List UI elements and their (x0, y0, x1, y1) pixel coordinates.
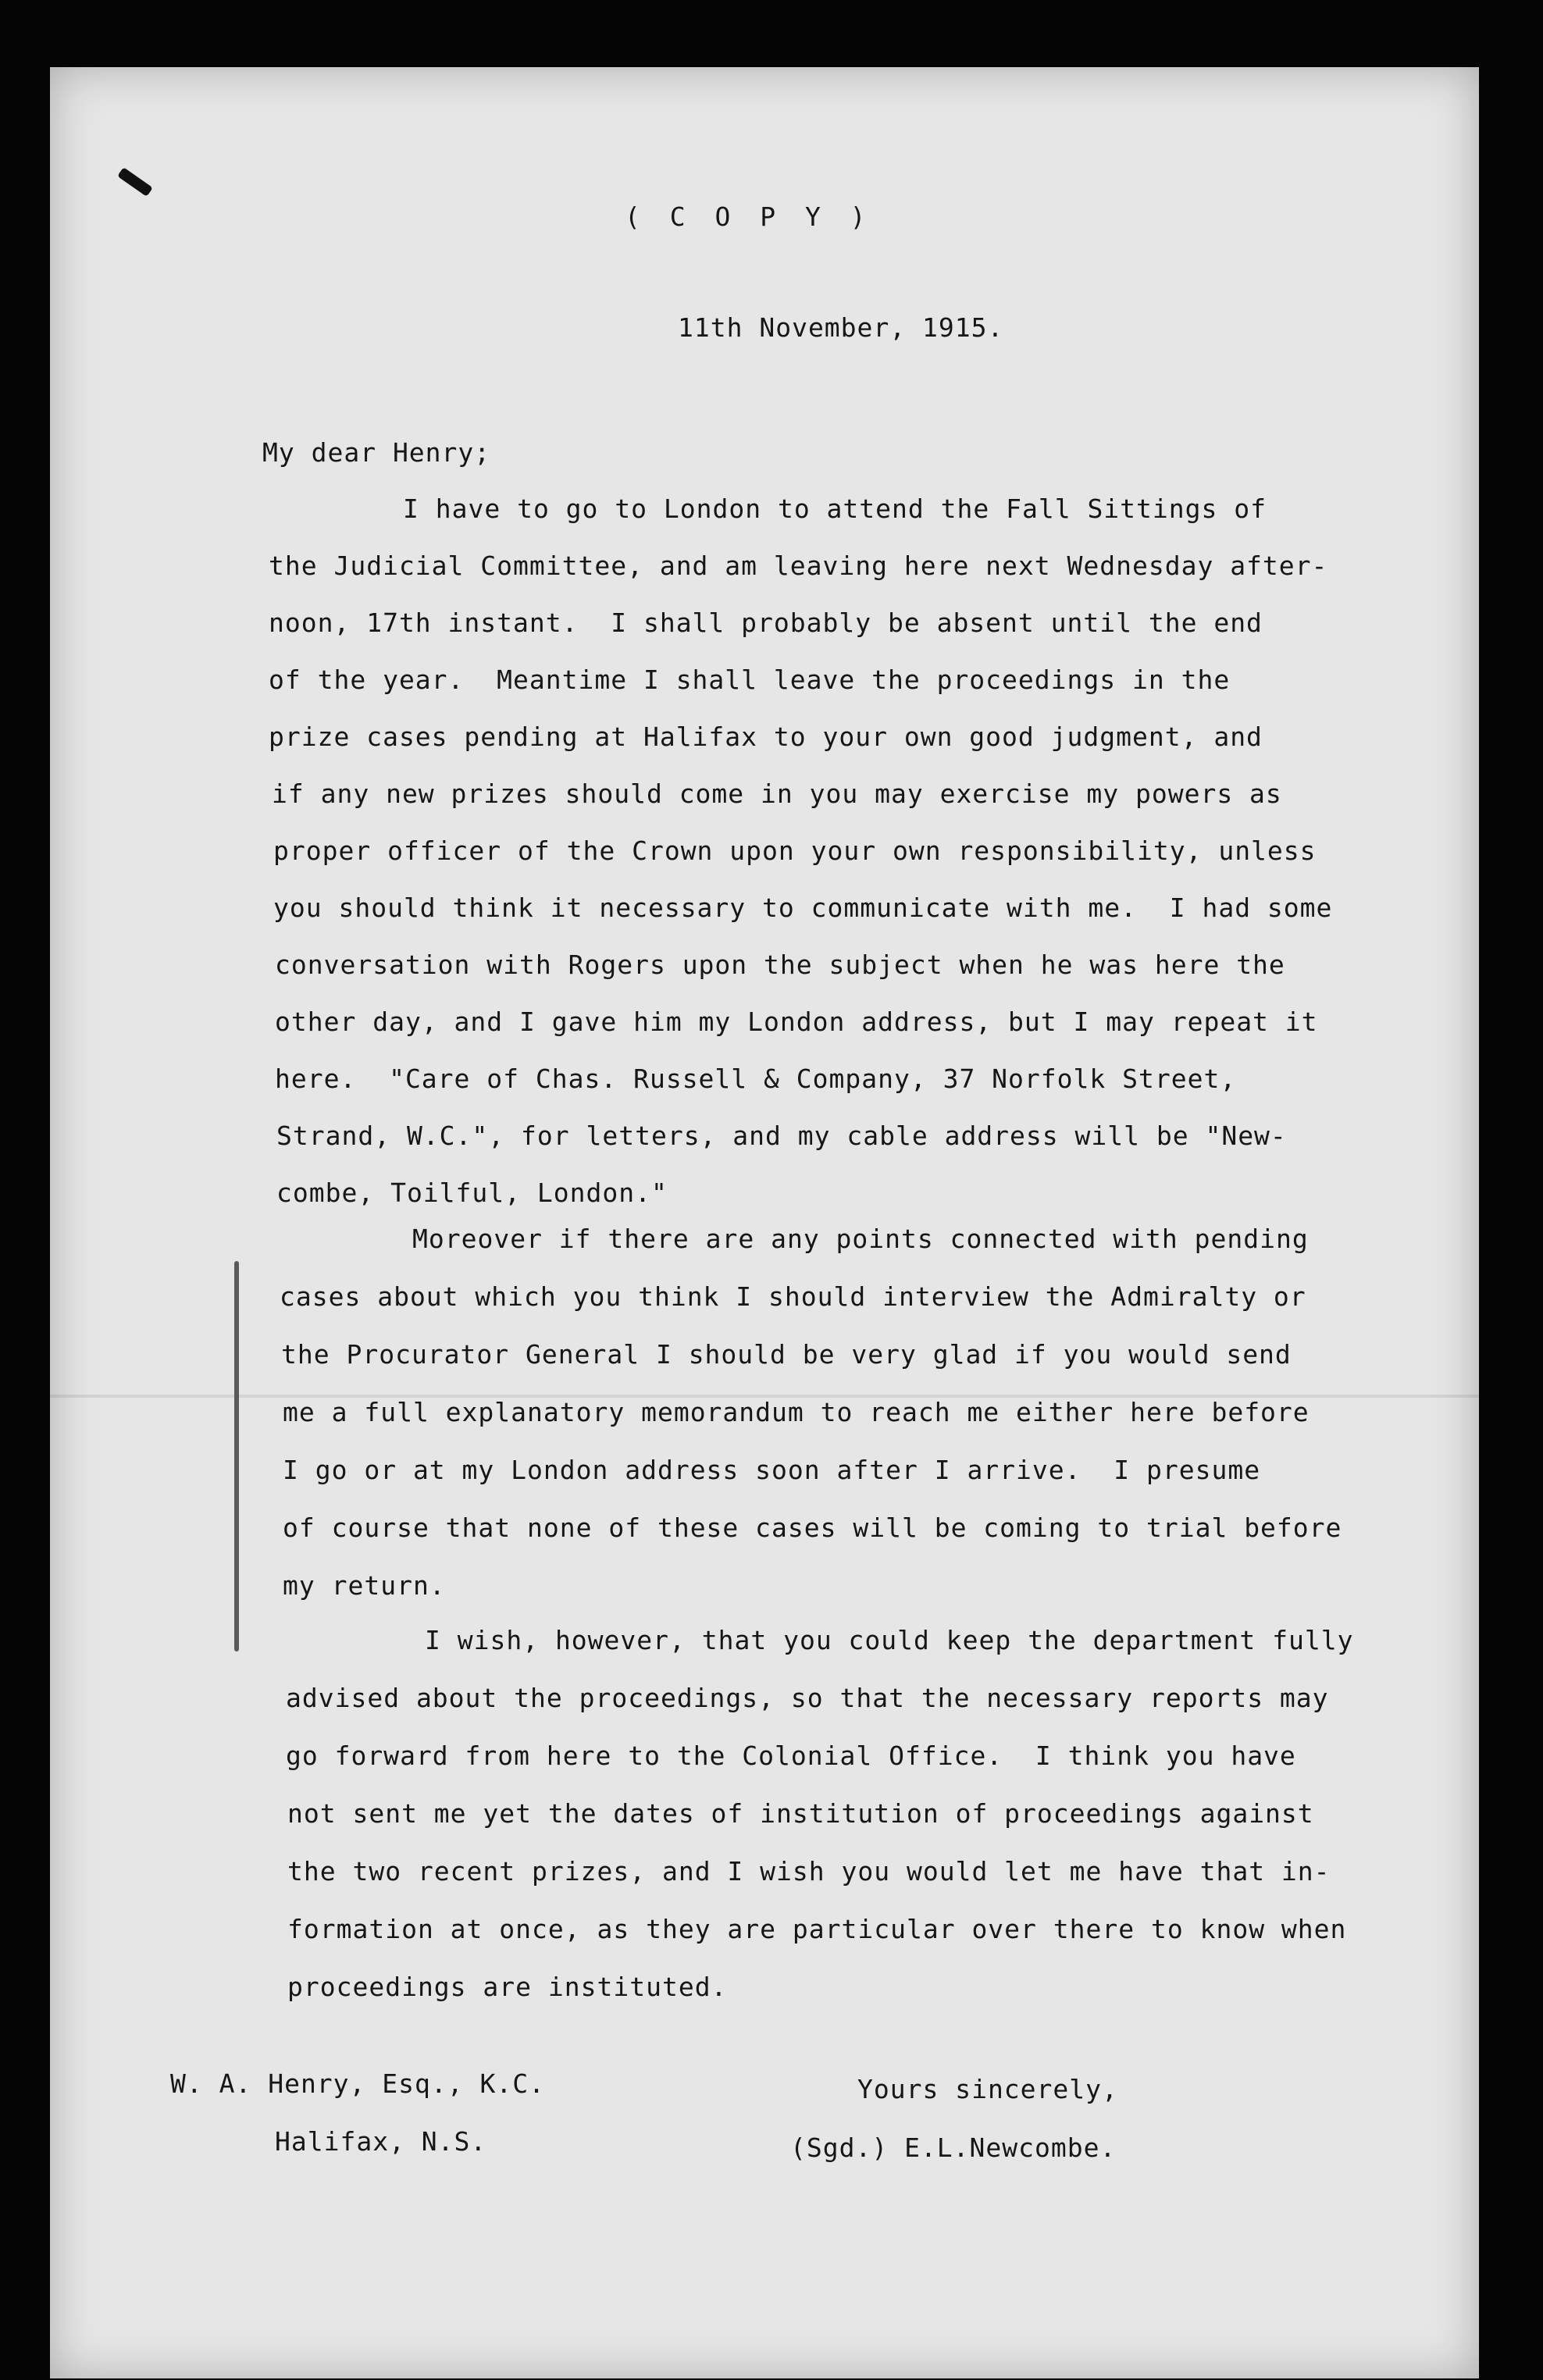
paragraph-1-line: proper officer of the Crown upon your own responsibility, unless (273, 835, 1317, 866)
addressee-place: Halifax, N.S. (275, 2126, 487, 2157)
paragraph-3-line: go forward from here to the Colonial Office. I think you have (286, 1740, 1296, 1771)
paragraph-2-line: I go or at my London address soon after I arrive. I presume (283, 1455, 1261, 1485)
paragraph-3-line: not sent me yet the dates of institution of proceedings against (287, 1798, 1314, 1829)
paragraph-1-line: here. "Care of Chas. Russell & Company, 37 Norfolk Street, (275, 1064, 1237, 1094)
paragraph-1-line: the Judicial Committee, and am leaving here next Wednesday after- (269, 550, 1328, 581)
paragraph-3-line: advised about the proceedings, so that the necessary reports may (286, 1683, 1329, 1713)
paragraph-3-line: I wish, however, that you could keep the department fully (425, 1625, 1354, 1655)
letter-page (50, 67, 1479, 2378)
paragraph-3-line: the two recent prizes, and I wish you would let me have that in- (287, 1856, 1331, 1887)
addressee-name: W. A. Henry, Esq., K.C. (170, 2068, 545, 2099)
signature: (Sgd.) E.L.Newcombe. (790, 2132, 1117, 2163)
paragraph-1-line: Strand, W.C.", for letters, and my cable address will be "New- (276, 1121, 1287, 1151)
paragraph-2-line: the Procurator General I should be very glad if you would send (281, 1339, 1292, 1370)
paragraph-2-line: my return. (283, 1570, 446, 1601)
valediction: Yours sincerely, (857, 2074, 1118, 2104)
paragraph-1-line: you should think it necessary to communicate with me. I had some (273, 892, 1333, 923)
paragraph-1-line: of the year. Meantime I shall leave the proceedings in the (269, 664, 1231, 695)
paragraph-2-line: me a full explanatory memorandum to reach me either here before (283, 1397, 1310, 1427)
salutation: My dear Henry; (262, 437, 491, 468)
paragraph-2-line: cases about which you think I should interview the Admiralty or (280, 1281, 1306, 1312)
paragraph-2-line: Moreover if there are any points connected with pending (412, 1224, 1309, 1254)
paragraph-3-line: proceedings are instituted. (287, 1972, 728, 2002)
paragraph-1-line: noon, 17th instant. I shall probably be absent until the end (269, 607, 1263, 638)
paragraph-2-line: of course that none of these cases will be coming to trial before (283, 1512, 1342, 1543)
margin-pencil-line (234, 1261, 239, 1651)
paragraph-1-line: conversation with Rogers upon the subject when he was here the (275, 950, 1285, 980)
paragraph-1-line: other day, and I gave him my London address, but I may repeat it (275, 1007, 1318, 1037)
paragraph-3-line: formation at once, as they are particular over there to know when (287, 1914, 1347, 1944)
paragraph-1-line: if any new prizes should come in you may exercise my powers as (272, 778, 1282, 809)
paragraph-1-line: I have to go to London to attend the Fall Sittings of (403, 493, 1267, 524)
letter-date: 11th November, 1915. (678, 312, 1004, 343)
paragraph-1-line: prize cases pending at Halifax to your own good judgment, and (269, 721, 1263, 752)
copy-heading: ( C O P Y ) (625, 201, 873, 232)
paragraph-1-line: combe, Toilful, London." (276, 1178, 668, 1208)
